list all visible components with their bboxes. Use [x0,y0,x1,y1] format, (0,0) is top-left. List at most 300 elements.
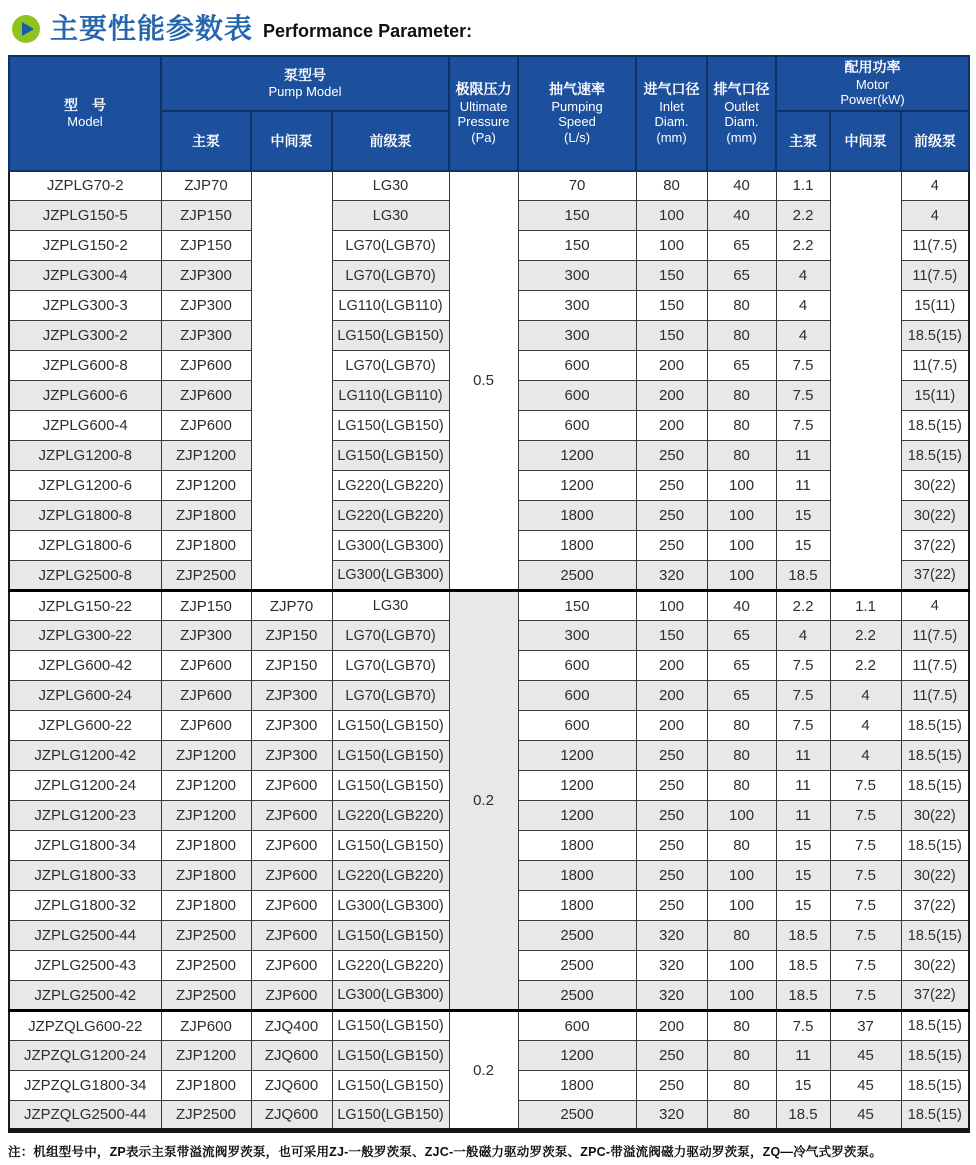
cell-mid-pump: ZJP300 [251,681,332,711]
cell-outlet-diam: 80 [707,441,776,471]
footnote: 注：机组型号中，ZP表示主泵带溢流阀罗茨泵，也可采用ZJ-一般罗茨泵、ZJC-一般磁力驱动罗茨泵、ZPC-带溢流阀磁力驱动罗茨泵，ZQ—冷气式罗茨泵。 [8,1145,883,1160]
cell-fore-pump: LG30 [332,171,449,201]
cell-main-pump: ZJP600 [161,681,251,711]
cell-model: JZPZQLG2500-44 [9,1101,161,1131]
cell-inlet-diam: 200 [636,1011,707,1041]
subcol-motor-main: 主泵 [776,111,830,171]
cell-pumping-speed: 1200 [518,741,636,771]
cell-model: JZPLG300-4 [9,261,161,291]
cell-ultimate-pressure: 0.2 [449,1011,518,1131]
cell-outlet-diam: 100 [707,471,776,501]
cell-motor-fore: 18.5(15) [901,711,969,741]
cell-inlet-diam: 250 [636,471,707,501]
cell-motor-main: 4 [776,261,830,291]
cell-outlet-diam: 80 [707,711,776,741]
motor-group-zh: 配用功率 [844,59,901,75]
cell-pumping-speed: 2500 [518,981,636,1011]
cell-motor-mid-empty [830,171,901,591]
cell-motor-fore: 37(22) [901,981,969,1011]
cell-fore-pump: LG220(LGB220) [332,471,449,501]
cell-outlet-diam: 80 [707,381,776,411]
cell-motor-mid: 7.5 [830,891,901,921]
cell-motor-mid: 7.5 [830,951,901,981]
cell-motor-fore: 11(7.5) [901,621,969,651]
cell-motor-main: 15 [776,831,830,861]
cell-motor-fore: 11(7.5) [901,261,969,291]
cell-motor-main: 7.5 [776,411,830,441]
cell-inlet-diam: 200 [636,351,707,381]
cell-fore-pump: LG220(LGB220) [332,801,449,831]
cell-outlet-diam: 80 [707,1011,776,1041]
play-circle-icon [12,15,40,43]
cell-motor-fore: 30(22) [901,471,969,501]
cell-pumping-speed: 1800 [518,1071,636,1101]
cell-inlet-diam: 320 [636,561,707,591]
outlet-en2: Diam. [724,114,759,130]
table-body [9,171,969,1131]
cell-outlet-diam: 100 [707,891,776,921]
cell-motor-main: 15 [776,501,830,531]
cell-motor-main: 15 [776,891,830,921]
cell-inlet-diam: 250 [636,861,707,891]
pressure-zh: 极限压力 [455,81,512,98]
cell-motor-fore: 30(22) [901,501,969,531]
cell-model: JZPLG300-22 [9,621,161,651]
col-header-model-zh: 型 号 [64,96,106,113]
cell-fore-pump: LG70(LGB70) [332,651,449,681]
cell-motor-mid: 1.1 [830,591,901,621]
cell-outlet-diam: 100 [707,951,776,981]
pump-group-en: Pump Model [268,84,342,100]
speed-en1: Pumping [551,98,603,114]
cell-outlet-diam: 100 [707,531,776,561]
cell-motor-fore: 11(7.5) [901,351,969,381]
cell-motor-main: 7.5 [776,651,830,681]
cell-outlet-diam: 80 [707,411,776,441]
cell-pumping-speed: 150 [518,201,636,231]
cell-inlet-diam: 150 [636,621,707,651]
cell-motor-mid: 4 [830,711,901,741]
cell-model: JZPLG600-42 [9,651,161,681]
cell-outlet-diam: 80 [707,771,776,801]
cell-motor-mid: 7.5 [830,831,901,861]
cell-pumping-speed: 600 [518,1011,636,1041]
cell-main-pump: ZJP1200 [161,741,251,771]
cell-model: JZPLG600-6 [9,381,161,411]
cell-mid-pump: ZJP600 [251,861,332,891]
cell-motor-mid: 7.5 [830,801,901,831]
cell-pumping-speed: 2500 [518,1101,636,1131]
cell-motor-mid: 7.5 [830,981,901,1011]
cell-mid-pump: ZJQ600 [251,1101,332,1131]
cell-mid-pump: ZJP300 [251,741,332,771]
cell-pumping-speed: 1800 [518,531,636,561]
cell-motor-main: 7.5 [776,381,830,411]
cell-model: JZPLG600-4 [9,411,161,441]
cell-main-pump: ZJP300 [161,321,251,351]
cell-main-pump: ZJP1800 [161,861,251,891]
cell-model: JZPLG1200-8 [9,441,161,471]
cell-motor-fore: 18.5(15) [901,411,969,441]
cell-main-pump: ZJP1800 [161,831,251,861]
cell-mid-pump-empty [251,171,332,591]
cell-main-pump: ZJP2500 [161,951,251,981]
subcol-motor-fore: 前级泵 [901,111,969,171]
cell-inlet-diam: 250 [636,501,707,531]
cell-motor-main: 11 [776,441,830,471]
cell-outlet-diam: 100 [707,501,776,531]
cell-main-pump: ZJP1800 [161,891,251,921]
cell-pumping-speed: 1200 [518,441,636,471]
table-row [9,591,969,621]
cell-main-pump: ZJP600 [161,711,251,741]
cell-outlet-diam: 80 [707,921,776,951]
col-header-pump-model-group [161,56,449,111]
cell-mid-pump: ZJP600 [251,981,332,1011]
cell-fore-pump: LG70(LGB70) [332,681,449,711]
cell-outlet-diam: 100 [707,981,776,1011]
cell-pumping-speed: 150 [518,591,636,621]
cell-motor-fore: 11(7.5) [901,231,969,261]
cell-inlet-diam: 320 [636,951,707,981]
cell-motor-mid: 4 [830,681,901,711]
cell-motor-fore: 11(7.5) [901,651,969,681]
cell-fore-pump: LG150(LGB150) [332,321,449,351]
cell-outlet-diam: 80 [707,831,776,861]
cell-main-pump: ZJP1200 [161,801,251,831]
cell-pumping-speed: 600 [518,381,636,411]
cell-pumping-speed: 1200 [518,771,636,801]
cell-main-pump: ZJP600 [161,411,251,441]
cell-fore-pump: LG220(LGB220) [332,501,449,531]
cell-fore-pump: LG220(LGB220) [332,951,449,981]
inlet-zh: 进气口径 [643,81,700,98]
cell-motor-main: 7.5 [776,1011,830,1041]
cell-outlet-diam: 40 [707,201,776,231]
cell-mid-pump: ZJP300 [251,711,332,741]
cell-fore-pump: LG300(LGB300) [332,981,449,1011]
cell-inlet-diam: 250 [636,801,707,831]
cell-pumping-speed: 2500 [518,921,636,951]
cell-motor-main: 11 [776,1041,830,1071]
col-header-motor-power-group [776,56,969,111]
cell-pumping-speed: 600 [518,651,636,681]
cell-motor-fore: 18.5(15) [901,921,969,951]
pump-group-zh: 泵型号 [284,66,327,83]
cell-inlet-diam: 150 [636,261,707,291]
cell-outlet-diam: 80 [707,321,776,351]
cell-model: JZPLG2500-43 [9,951,161,981]
cell-pumping-speed: 600 [518,351,636,381]
play-triangle-icon [22,22,34,36]
cell-motor-main: 15 [776,531,830,561]
speed-zh: 抽气速率 [549,81,606,98]
cell-motor-fore: 15(11) [901,291,969,321]
cell-mid-pump: ZJQ400 [251,1011,332,1041]
cell-fore-pump: LG150(LGB150) [332,411,449,441]
cell-inlet-diam: 250 [636,891,707,921]
cell-main-pump: ZJP1200 [161,771,251,801]
cell-fore-pump: LG30 [332,591,449,621]
cell-motor-fore: 37(22) [901,561,969,591]
cell-main-pump: ZJP1800 [161,531,251,561]
cell-model: JZPLG1200-23 [9,801,161,831]
page-title-chinese: 主要性能参数表 [50,13,254,44]
cell-inlet-diam: 200 [636,651,707,681]
cell-model: JZPLG1200-42 [9,741,161,771]
cell-model: JZPLG2500-42 [9,981,161,1011]
performance-table [8,55,970,1133]
subcol-pump-mid: 中间泵 [251,111,332,171]
cell-inlet-diam: 250 [636,831,707,861]
cell-model: JZPLG300-2 [9,321,161,351]
motor-group-en1: Motor [855,76,890,92]
cell-main-pump: ZJP1200 [161,441,251,471]
cell-mid-pump: ZJQ600 [251,1041,332,1071]
speed-unit: (L/s) [564,129,591,145]
cell-motor-fore: 18.5(15) [901,441,969,471]
col-header-outlet-diam [707,56,776,171]
cell-motor-mid: 4 [830,741,901,771]
pressure-en2: Pressure [457,114,510,130]
cell-outlet-diam: 65 [707,651,776,681]
cell-motor-main: 11 [776,471,830,501]
cell-main-pump: ZJP150 [161,231,251,261]
cell-motor-fore: 37(22) [901,531,969,561]
cell-motor-fore: 18.5(15) [901,1041,969,1071]
cell-pumping-speed: 1800 [518,831,636,861]
cell-fore-pump: LG150(LGB150) [332,741,449,771]
subcol-pump-main: 主泵 [161,111,251,171]
speed-en2: Speed [558,114,596,130]
cell-pumping-speed: 1200 [518,801,636,831]
cell-model: JZPLG150-5 [9,201,161,231]
cell-motor-main: 2.2 [776,231,830,261]
cell-fore-pump: LG150(LGB150) [332,1101,449,1131]
outlet-unit: (mm) [726,129,757,145]
cell-fore-pump: LG110(LGB110) [332,381,449,411]
cell-fore-pump: LG150(LGB150) [332,771,449,801]
cell-ultimate-pressure: 0.2 [449,591,518,1011]
cell-motor-main: 11 [776,801,830,831]
cell-outlet-diam: 80 [707,1041,776,1071]
cell-main-pump: ZJP300 [161,291,251,321]
cell-motor-fore: 4 [901,171,969,201]
cell-mid-pump: ZJP600 [251,831,332,861]
cell-motor-main: 18.5 [776,981,830,1011]
cell-pumping-speed: 600 [518,681,636,711]
cell-motor-fore: 30(22) [901,801,969,831]
inlet-unit: (mm) [656,129,687,145]
cell-model: JZPLG1800-8 [9,501,161,531]
cell-ultimate-pressure: 0.5 [449,171,518,591]
cell-motor-mid: 2.2 [830,651,901,681]
cell-main-pump: ZJP1800 [161,501,251,531]
cell-outlet-diam: 80 [707,1071,776,1101]
cell-fore-pump: LG70(LGB70) [332,621,449,651]
cell-inlet-diam: 200 [636,411,707,441]
cell-main-pump: ZJP600 [161,1011,251,1041]
cell-pumping-speed: 300 [518,321,636,351]
cell-mid-pump: ZJP600 [251,951,332,981]
cell-motor-main: 4 [776,321,830,351]
cell-main-pump: ZJP1200 [161,1041,251,1071]
cell-motor-main: 18.5 [776,1101,830,1131]
cell-model: JZPLG70-2 [9,171,161,201]
cell-inlet-diam: 320 [636,1101,707,1131]
cell-outlet-diam: 65 [707,681,776,711]
cell-pumping-speed: 1800 [518,501,636,531]
cell-motor-main: 18.5 [776,951,830,981]
cell-motor-main: 4 [776,621,830,651]
cell-motor-fore: 18.5(15) [901,321,969,351]
cell-inlet-diam: 80 [636,171,707,201]
cell-main-pump: ZJP600 [161,381,251,411]
col-header-pumping-speed [518,56,636,171]
cell-inlet-diam: 100 [636,231,707,261]
col-header-inlet-diam [636,56,707,171]
cell-motor-mid: 45 [830,1101,901,1131]
col-header-model-en: Model [67,114,103,130]
cell-main-pump: ZJP1200 [161,471,251,501]
cell-outlet-diam: 80 [707,291,776,321]
cell-mid-pump: ZJP600 [251,801,332,831]
cell-model: JZPLG1200-24 [9,771,161,801]
cell-fore-pump: LG30 [332,201,449,231]
cell-motor-main: 15 [776,1071,830,1101]
cell-inlet-diam: 200 [636,681,707,711]
cell-fore-pump: LG150(LGB150) [332,831,449,861]
cell-inlet-diam: 250 [636,1071,707,1101]
outlet-zh: 排气口径 [713,81,770,98]
table-row [9,1011,969,1041]
cell-model: JZPZQLG1800-34 [9,1071,161,1101]
cell-model: JZPLG1200-6 [9,471,161,501]
cell-mid-pump: ZJP600 [251,771,332,801]
cell-motor-main: 7.5 [776,351,830,381]
cell-main-pump: ZJP300 [161,261,251,291]
cell-motor-mid: 7.5 [830,861,901,891]
cell-model: JZPLG150-2 [9,231,161,261]
cell-fore-pump: LG70(LGB70) [332,231,449,261]
cell-outlet-diam: 80 [707,741,776,771]
pressure-en1: Ultimate [459,98,508,114]
cell-main-pump: ZJP2500 [161,1101,251,1131]
cell-model: JZPLG1800-6 [9,531,161,561]
cell-motor-main: 11 [776,771,830,801]
cell-pumping-speed: 1200 [518,1041,636,1071]
cell-pumping-speed: 2500 [518,951,636,981]
cell-outlet-diam: 40 [707,591,776,621]
cell-outlet-diam: 65 [707,231,776,261]
cell-main-pump: ZJP1800 [161,1071,251,1101]
cell-pumping-speed: 1800 [518,891,636,921]
cell-motor-mid: 45 [830,1041,901,1071]
table-row [9,171,969,201]
cell-motor-fore: 18.5(15) [901,1101,969,1131]
cell-mid-pump: ZJP70 [251,591,332,621]
cell-motor-fore: 11(7.5) [901,681,969,711]
cell-inlet-diam: 100 [636,201,707,231]
cell-inlet-diam: 250 [636,771,707,801]
cell-fore-pump: LG300(LGB300) [332,531,449,561]
cell-fore-pump: LG300(LGB300) [332,561,449,591]
cell-main-pump: ZJP150 [161,591,251,621]
subcol-pump-fore: 前级泵 [332,111,449,171]
page-title [0,0,976,55]
subcol-motor-mid: 中间泵 [830,111,901,171]
cell-main-pump: ZJP600 [161,351,251,381]
cell-motor-main: 18.5 [776,921,830,951]
pressure-unit: (Pa) [471,129,496,145]
cell-pumping-speed: 600 [518,711,636,741]
cell-pumping-speed: 600 [518,411,636,441]
cell-fore-pump: LG150(LGB150) [332,1011,449,1041]
cell-pumping-speed: 2500 [518,561,636,591]
cell-motor-fore: 18.5(15) [901,1011,969,1041]
cell-mid-pump: ZJP600 [251,891,332,921]
cell-inlet-diam: 100 [636,591,707,621]
cell-outlet-diam: 65 [707,351,776,381]
cell-main-pump: ZJP300 [161,621,251,651]
cell-model: JZPLG300-3 [9,291,161,321]
cell-motor-main: 15 [776,861,830,891]
cell-motor-main: 18.5 [776,561,830,591]
cell-motor-main: 1.1 [776,171,830,201]
cell-model: JZPLG1800-32 [9,891,161,921]
cell-motor-fore: 4 [901,591,969,621]
cell-fore-pump: LG70(LGB70) [332,351,449,381]
cell-fore-pump: LG150(LGB150) [332,441,449,471]
cell-pumping-speed: 150 [518,231,636,261]
cell-inlet-diam: 150 [636,291,707,321]
cell-model: JZPLG2500-44 [9,921,161,951]
cell-motor-mid: 7.5 [830,921,901,951]
cell-outlet-diam: 100 [707,801,776,831]
cell-pumping-speed: 300 [518,291,636,321]
cell-model: JZPZQLG1200-24 [9,1041,161,1071]
cell-fore-pump: LG150(LGB150) [332,921,449,951]
cell-pumping-speed: 300 [518,261,636,291]
cell-outlet-diam: 100 [707,861,776,891]
page-title-english: Performance Parameter: [263,21,473,41]
cell-model: JZPLG2500-8 [9,561,161,591]
cell-outlet-diam: 65 [707,621,776,651]
cell-inlet-diam: 320 [636,921,707,951]
cell-fore-pump: LG220(LGB220) [332,861,449,891]
cell-motor-mid: 45 [830,1071,901,1101]
table-header [9,56,969,171]
cell-main-pump: ZJP2500 [161,561,251,591]
cell-motor-fore: 18.5(15) [901,771,969,801]
cell-inlet-diam: 320 [636,981,707,1011]
cell-inlet-diam: 150 [636,321,707,351]
cell-model: JZPLG600-22 [9,711,161,741]
cell-motor-fore: 15(11) [901,381,969,411]
cell-motor-fore: 18.5(15) [901,1071,969,1101]
cell-pumping-speed: 1800 [518,861,636,891]
cell-fore-pump: LG70(LGB70) [332,261,449,291]
cell-motor-fore: 30(22) [901,951,969,981]
cell-motor-mid: 2.2 [830,621,901,651]
cell-motor-main: 2.2 [776,201,830,231]
cell-inlet-diam: 200 [636,711,707,741]
inlet-en1: Inlet [659,98,684,114]
cell-main-pump: ZJP70 [161,171,251,201]
cell-inlet-diam: 200 [636,381,707,411]
cell-motor-main: 7.5 [776,681,830,711]
cell-mid-pump: ZJP600 [251,921,332,951]
